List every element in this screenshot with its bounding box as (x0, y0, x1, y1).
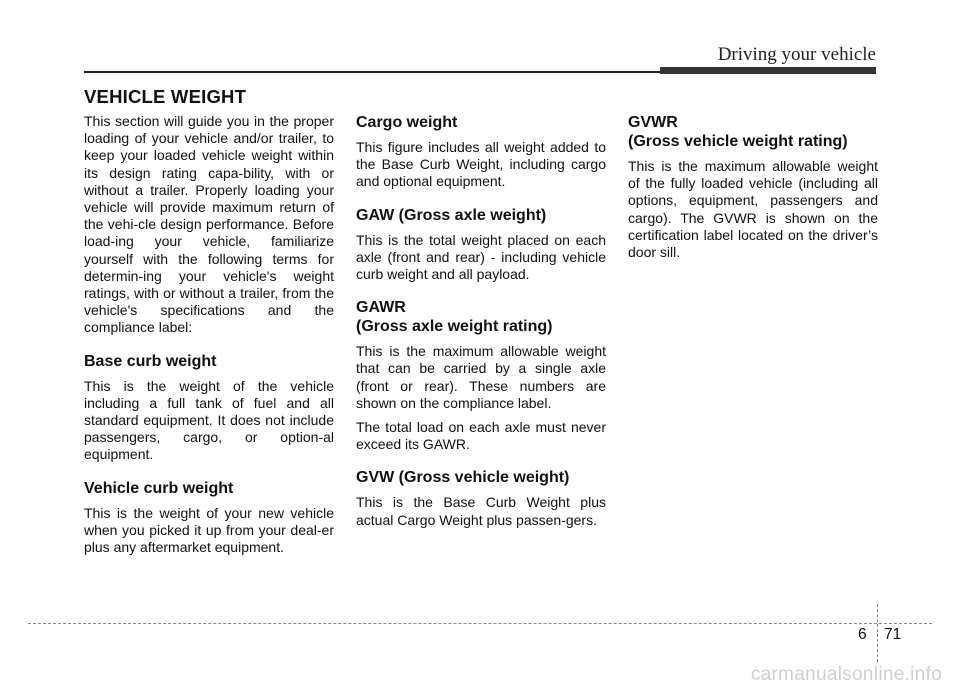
column-2 (356, 113, 606, 536)
heading-gvw: GVW (Gross vehicle weight) (356, 469, 570, 487)
running-header: Driving your vehicle (717, 44, 876, 65)
heading-gawr-line2: (Gross axle weight rating) (356, 318, 553, 336)
footer-dashed-line (28, 623, 932, 624)
gvw-text: This is the Base Curb Weight plus actual Cargo Weight plus passen-gers. (356, 494, 606, 528)
gaw-text: This is the total weight placed on each axle (front and rear) - including vehicle curb weight and all payload. (356, 231, 606, 283)
vehicle-curb-weight-text: This is the weight of your new vehicle when you picked it up from your deal-er plus any aftermarket equipment. (84, 504, 334, 556)
heading-vehicle-curb-weight: Vehicle curb weight (84, 479, 234, 497)
header-rule (84, 71, 660, 73)
watermark: carmanualsonline.info (750, 664, 942, 685)
heading-gvwr-line2: (Gross vehicle weight rating) (628, 133, 848, 150)
gvwr-text: This is the maximum allowable weight of the fully loaded vehicle (including all options, equipment, passengers and cargo). The GVWR is shown on the certification label located on the driver’s door sill. (628, 158, 878, 261)
page-number: 71 (884, 626, 902, 643)
heading-gaw: GAW (Gross axle weight) (356, 206, 547, 224)
column-1 (84, 113, 334, 563)
column-3 (628, 113, 878, 268)
gawr-note: The total load on each axle must never exceed its GAWR. (356, 419, 606, 453)
footer-page-divider (877, 604, 878, 662)
heading-gawr-line1: GAWR (356, 299, 406, 317)
heading-gawr (356, 298, 606, 336)
chapter-number: 6 (858, 626, 867, 643)
heading-gvwr-line1: GVWR (628, 114, 678, 131)
heading-gvwr (628, 113, 878, 151)
gawr-text: This is the maximum allowable weight that can be carried by a single axle (front or rear). These numbers are shown on the compliance label. (356, 343, 606, 411)
section-title: VEHICLE WEIGHT (84, 86, 247, 107)
intro-paragraph: This section will guide you in the proper loading of your vehicle and/or trailer, to keep your loaded vehicle weight within its design rating capa-bility, with or without a trailer. Properly loading your vehicle will provide maximum return of the vehi-cle design performance. Before load-ing your vehicle, familiarize yourself with the following terms for determin-ing your vehicle's weight ratings, with or without a trailer, from the vehicle's specifications and the compliance label: (84, 113, 334, 336)
heading-cargo-weight: Cargo weight (356, 114, 458, 131)
cargo-weight-text: This figure includes all weight added to the Base Curb Weight, including cargo and optional equipment. (356, 139, 606, 190)
base-curb-weight-text: This is the weight of the vehicle including a full tank of fuel and all standard equipment. It does not include passengers, cargo, or option-al equipment. (84, 377, 334, 463)
header-rule-accent (660, 67, 876, 74)
heading-base-curb-weight: Base curb weight (84, 352, 217, 370)
